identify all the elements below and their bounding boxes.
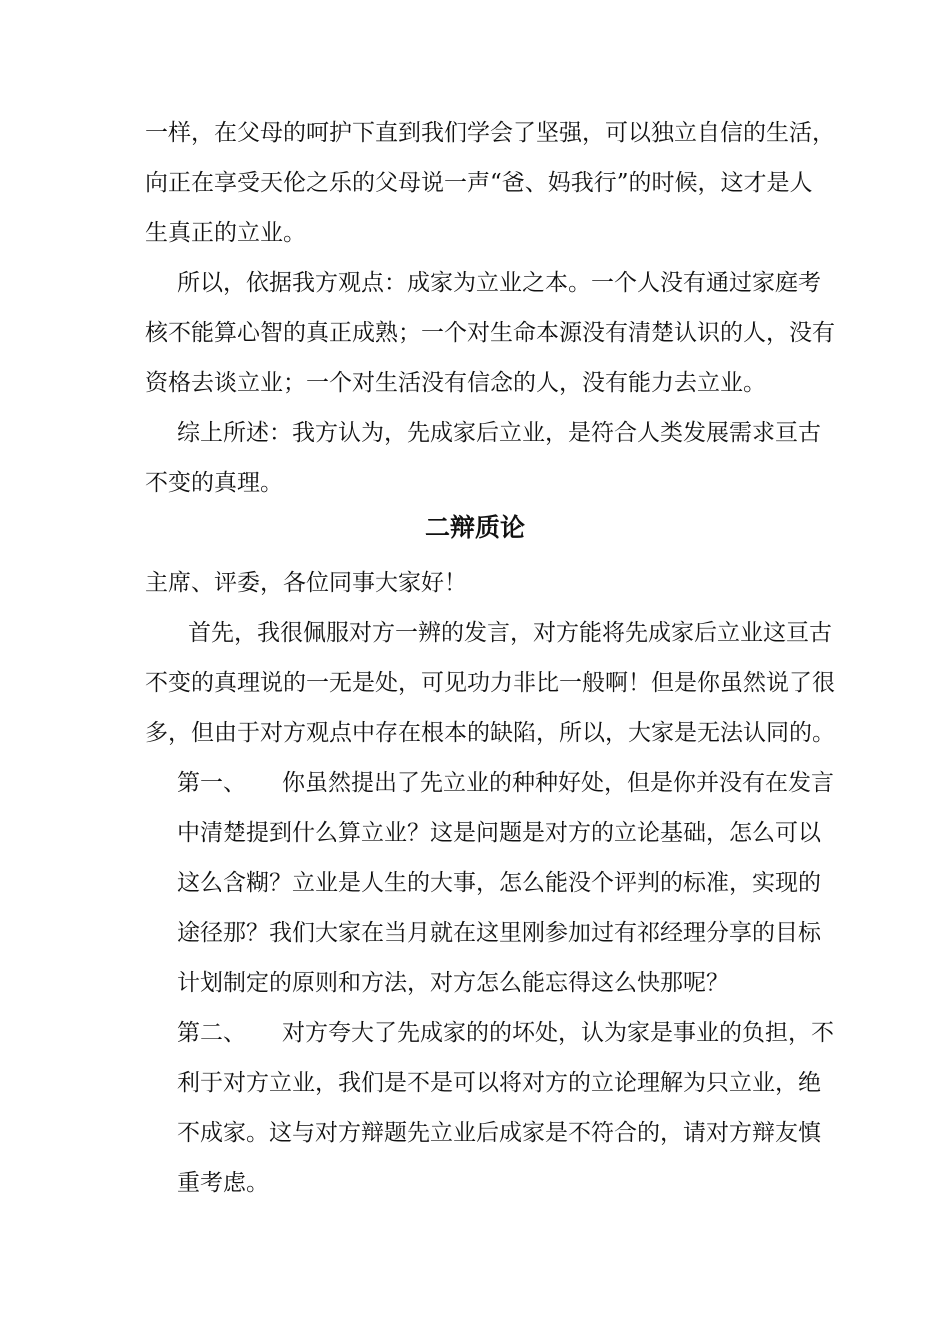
paragraph-line: 不变的真理。 — [145, 470, 283, 496]
point-two-text: 对方夸大了先成家的的坏处，认为家是事业的负担，不 — [282, 1020, 834, 1046]
point-one-first-line — [177, 768, 834, 798]
paragraph-line: 生真正的立业。 — [145, 220, 306, 246]
point-one-line: 这么含糊？立业是人生的大事，怎么能没个评判的标准，实现的 — [177, 870, 821, 896]
point-one-line: 途径那？我们大家在当月就在这里刚参加过有祁经理分享的目标 — [177, 920, 821, 946]
point-one-text: 你虽然提出了先立业的种种好处，但是你并没有在发言 — [282, 770, 834, 796]
point-one-label: 第一、 — [177, 770, 246, 796]
paragraph-line: 不变的真理说的一无是处，可见功力非比一般啊！但是你虽然说了很 — [145, 670, 835, 696]
point-two-label: 第二、 — [177, 1020, 246, 1046]
paragraph-line: 多，但由于对方观点中存在根本的缺陷，所以，大家是无法认同的。 — [145, 720, 835, 746]
greeting-line: 主席、评委，各位同事大家好！ — [145, 570, 467, 596]
point-one-line: 中清楚提到什么算立业？这是问题是对方的立论基础，怎么可以 — [177, 820, 821, 846]
point-two-line: 不成家。这与对方辩题先立业后成家是不符合的，请对方辩友慎 — [177, 1120, 821, 1146]
paragraph-line: 综上所述：我方认为，先成家后立业，是符合人类发展需求亘古 — [177, 420, 821, 446]
point-two-line: 利于对方立业，我们是不是可以将对方的立论理解为只立业，绝 — [177, 1070, 821, 1096]
paragraph-line: 资格去谈立业；一个对生活没有信念的人，没有能力去立业。 — [145, 370, 766, 396]
paragraph-line: 向正在享受天伦之乐的父母说一声“爸、妈我行”的时候，这才是人 — [145, 170, 813, 196]
section-heading: 二辩质论 — [424, 513, 525, 542]
paragraph-line: 所以，依据我方观点：成家为立业之本。一个人没有通过家庭考 — [177, 270, 821, 296]
paragraph-line: 一样，在父母的呵护下直到我们学会了坚强，可以独立自信的生活， — [145, 120, 835, 146]
paragraph-line: 首先，我很佩服对方一辨的发言，对方能将先成家后立业这亘古 — [188, 620, 832, 646]
point-one-line: 计划制定的原则和方法，对方怎么能忘得这么快那呢？ — [177, 970, 729, 996]
point-two-line: 重考虑。 — [177, 1170, 269, 1196]
point-two-first-line — [177, 1018, 834, 1048]
paragraph-line: 核不能算心智的真正成熟；一个对生命本源没有清楚认识的人，没有 — [145, 320, 835, 346]
